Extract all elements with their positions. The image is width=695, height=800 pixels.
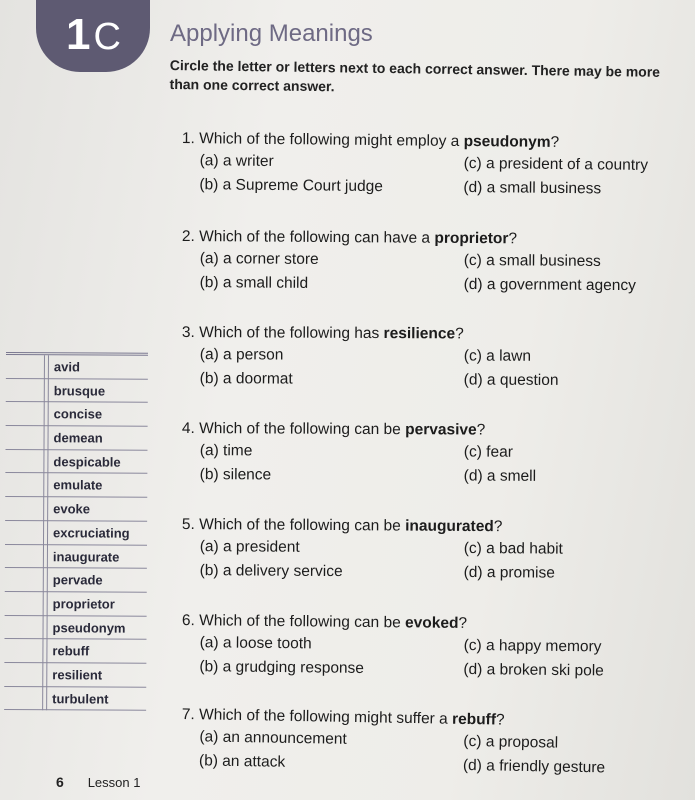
word-list-item [5, 568, 147, 592]
word-list-item [4, 639, 146, 663]
question-stem [182, 514, 652, 539]
question-6 [181, 610, 652, 689]
word-label: proprietor [52, 596, 115, 612]
question-text: Which of the following might employ a [199, 130, 460, 150]
word-list-item [5, 544, 147, 568]
word-list-item [4, 663, 146, 687]
answer-options [181, 152, 651, 207]
question-text: Which of the following can be [199, 612, 401, 632]
question-3 [182, 322, 652, 398]
answer-a[interactable]: (a) a writer [199, 152, 274, 170]
answer-d[interactable]: (d) a government agency [463, 275, 636, 295]
word-label: excruciating [53, 525, 130, 541]
question-keyword: pseudonym [463, 132, 551, 151]
word-label: emulate [53, 477, 103, 493]
answer-a[interactable]: (a) a corner store [199, 250, 319, 268]
question-keyword: rebuff [451, 710, 497, 729]
word-label: resilient [52, 667, 103, 683]
question-text: Which of the following can be [199, 516, 401, 535]
section-title: Applying Meanings [170, 20, 373, 47]
answer-d[interactable]: (d) a friendly gesture [462, 756, 606, 777]
question-5 [181, 514, 652, 591]
question-end: ? [493, 518, 503, 536]
question-stem [182, 418, 652, 442]
word-list-item [6, 402, 148, 426]
answer-c[interactable]: (c) fear [463, 443, 513, 461]
word-label: pervade [52, 572, 103, 588]
question-number: 7. [181, 705, 195, 724]
question-2 [181, 226, 652, 303]
answer-d[interactable]: (d) a small business [463, 178, 602, 198]
answer-a[interactable]: (a) time [199, 442, 253, 460]
answer-options [181, 728, 652, 786]
word-label: inaugurate [52, 548, 120, 565]
question-end: ? [508, 230, 518, 248]
answer-options [181, 634, 651, 689]
answer-b[interactable]: (b) a delivery service [199, 562, 343, 581]
question-stem [182, 610, 652, 637]
question-7 [181, 704, 652, 786]
answer-a[interactable]: (a) an announcement [199, 728, 347, 748]
question-1 [181, 128, 652, 207]
question-text: Which of the following might suffer a [198, 706, 448, 728]
question-number: 6. [181, 611, 195, 630]
answer-a[interactable]: (a) a person [199, 346, 284, 364]
lesson-label: Lesson 1 [87, 775, 141, 790]
answer-b[interactable]: (b) a doormat [199, 370, 293, 388]
question-keyword: evoked [404, 614, 459, 632]
answer-c[interactable]: (c) a happy memory [463, 636, 602, 656]
question-number: 5. [181, 515, 195, 534]
question-stem [182, 128, 652, 155]
word-label: turbulent [52, 690, 109, 707]
question-text: Which of the following can be [199, 420, 401, 439]
page-footer [56, 774, 140, 790]
answer-d[interactable]: (d) a question [463, 371, 559, 389]
question-keyword: proprietor [434, 229, 509, 248]
question-stem [182, 322, 652, 346]
answer-d[interactable]: (d) a smell [463, 467, 537, 485]
answer-c[interactable]: (c) a proposal [463, 732, 559, 752]
answer-a[interactable]: (a) a loose tooth [199, 634, 312, 653]
question-number: 1. [181, 129, 195, 148]
page-number: 6 [56, 774, 64, 790]
word-label: pseudonym [52, 619, 126, 636]
answer-options [181, 250, 651, 303]
answer-b[interactable]: (b) a Supreme Court judge [199, 176, 384, 196]
answer-d[interactable]: (d) a promise [463, 563, 555, 582]
word-list-item [6, 379, 148, 403]
word-label: concise [53, 406, 103, 422]
answer-b[interactable]: (b) an attack [198, 752, 286, 771]
answer-a[interactable]: (a) a president [199, 538, 300, 556]
answer-b[interactable]: (b) a grudging response [199, 658, 365, 677]
word-label: avid [53, 359, 80, 375]
answer-options [182, 442, 652, 494]
question-number: 4. [181, 419, 195, 438]
word-list-item [5, 426, 147, 450]
word-list-item [5, 521, 147, 545]
instructions: Circle the letter or letters next to each correct answer. There may be more than one correct answer. [169, 56, 661, 95]
word-list-item [4, 616, 146, 640]
question-end: ? [455, 325, 464, 343]
word-list-item [6, 355, 148, 379]
question-text: Which of the following can have a [199, 228, 431, 247]
word-list-item [4, 687, 146, 711]
question-keyword: pervasive [405, 421, 477, 439]
badge-number: 1 [66, 10, 90, 59]
question-end: ? [476, 421, 486, 439]
word-label: brusque [53, 382, 106, 399]
answer-b[interactable]: (b) silence [199, 466, 272, 484]
word-label: evoke [53, 501, 91, 517]
question-4 [182, 418, 652, 494]
answer-c[interactable]: (c) a small business [463, 251, 601, 270]
word-list-item [5, 592, 147, 616]
question-keyword: inaugurated [405, 517, 494, 536]
question-stem [182, 226, 652, 251]
word-list [4, 352, 148, 711]
answer-options [182, 346, 652, 398]
answer-c[interactable]: (c) a president of a country [463, 154, 649, 174]
word-list-item [5, 473, 147, 497]
badge-letter: C [93, 16, 120, 58]
word-list-item [5, 497, 147, 521]
answer-c[interactable]: (c) a bad habit [463, 539, 563, 558]
question-keyword: resilience [383, 325, 456, 343]
question-number: 2. [181, 227, 195, 246]
answer-options [181, 538, 651, 591]
answer-d[interactable]: (d) a broken ski pole [463, 660, 604, 680]
question-number: 3. [181, 323, 195, 342]
question-text: Which of the following has [199, 324, 380, 343]
word-list-item [5, 450, 147, 474]
question-end: ? [495, 711, 505, 729]
word-label: rebuff [52, 643, 90, 659]
answer-b[interactable]: (b) a small child [199, 274, 309, 292]
section-badge-label [66, 10, 120, 60]
word-label: demean [53, 430, 103, 446]
question-end: ? [550, 133, 560, 151]
question-end: ? [458, 614, 468, 632]
word-label: despicable [53, 453, 121, 470]
answer-c[interactable]: (c) a lawn [463, 347, 532, 365]
